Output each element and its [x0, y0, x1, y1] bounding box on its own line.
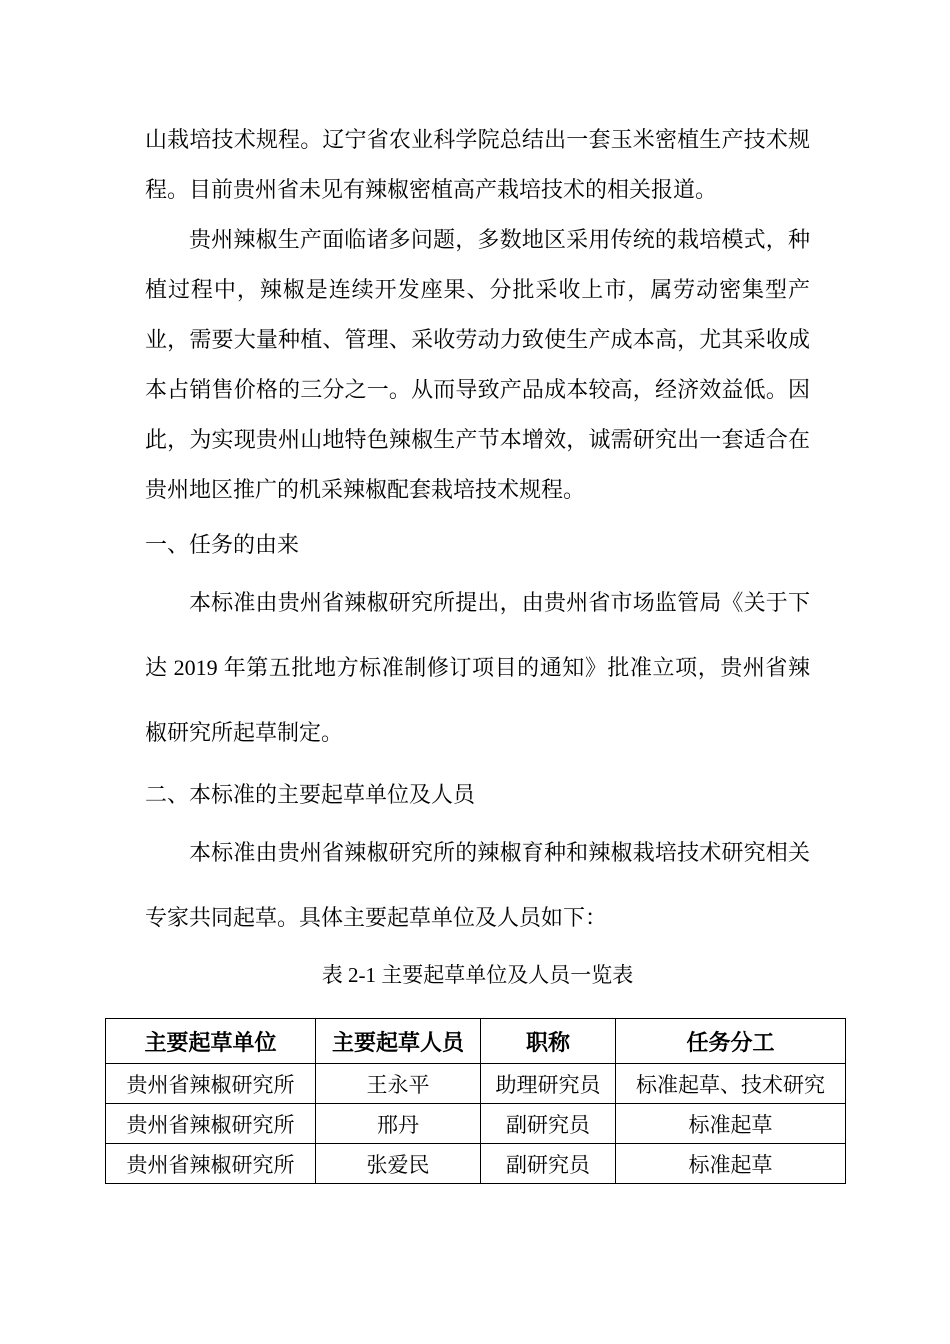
table-row [106, 1144, 846, 1184]
table-row [106, 1064, 846, 1104]
table-header-unit: 主要起草单位 [106, 1019, 316, 1064]
paragraph-production-problems: 贵州辣椒生产面临诸多问题，多数地区采用传统的栽培模式，种植过程中，辣椒是连续开发座果、分批采收上市，属劳动密集型产业，需要大量种植、管理、采收劳动力致使生产成本高，尤其采收成本占销售价格的三分之一。从而导致产品成本较高，经济效益低。因此，为实现贵州山地特色辣椒生产节本增效，诚需研究出一套适合在贵州地区推广的机采辣椒配套栽培技术规程。 [145, 227, 810, 502]
section-heading-task-origin: 一、任务的由来 [145, 532, 300, 557]
paragraph-continuation: 山栽培技术规程。辽宁省农业科学院总结出一套玉米密植生产技术规程。目前贵州省未见有辣椒密植高产栽培技术的相关报道。 [145, 127, 810, 202]
table-cell-person: 邢丹 [316, 1104, 481, 1144]
table-cell-unit: 贵州省辣椒研究所 [106, 1104, 316, 1144]
table-row [106, 1104, 846, 1144]
table-cell-title: 副研究员 [481, 1104, 616, 1144]
table-cell-unit: 贵州省辣椒研究所 [106, 1064, 316, 1104]
paragraph-drafting-experts: 本标准由贵州省辣椒研究所的辣椒育种和辣椒栽培技术研究相关专家共同起草。具体主要起草单位及人员如下： [145, 840, 810, 930]
table-header-role: 任务分工 [616, 1019, 846, 1064]
section-heading-drafting-units: 二、本标准的主要起草单位及人员 [145, 782, 476, 807]
table-cell-role: 标准起草 [616, 1104, 846, 1144]
table-caption: 表 2-1 主要起草单位及人员一览表 [321, 963, 634, 987]
table-cell-role: 标准起草 [616, 1144, 846, 1184]
table-cell-title: 副研究员 [481, 1144, 616, 1184]
table-header-title: 职称 [481, 1019, 616, 1064]
table-cell-person: 张爱民 [316, 1144, 481, 1184]
table-header-row [106, 1019, 846, 1064]
table-header-person: 主要起草人员 [316, 1019, 481, 1064]
table-cell-role: 标准起草、技术研究 [616, 1064, 846, 1104]
paragraph-standard-proposal: 本标准由贵州省辣椒研究所提出，由贵州省市场监管局《关于下达 2019 年第五批地方标准制修订项目的通知》批准立项，贵州省辣椒研究所起草制定。 [145, 590, 810, 745]
table-cell-title: 助理研究员 [481, 1064, 616, 1104]
table-cell-unit: 贵州省辣椒研究所 [106, 1144, 316, 1184]
table-cell-person: 王永平 [316, 1064, 481, 1104]
drafting-units-table [105, 1018, 846, 1184]
